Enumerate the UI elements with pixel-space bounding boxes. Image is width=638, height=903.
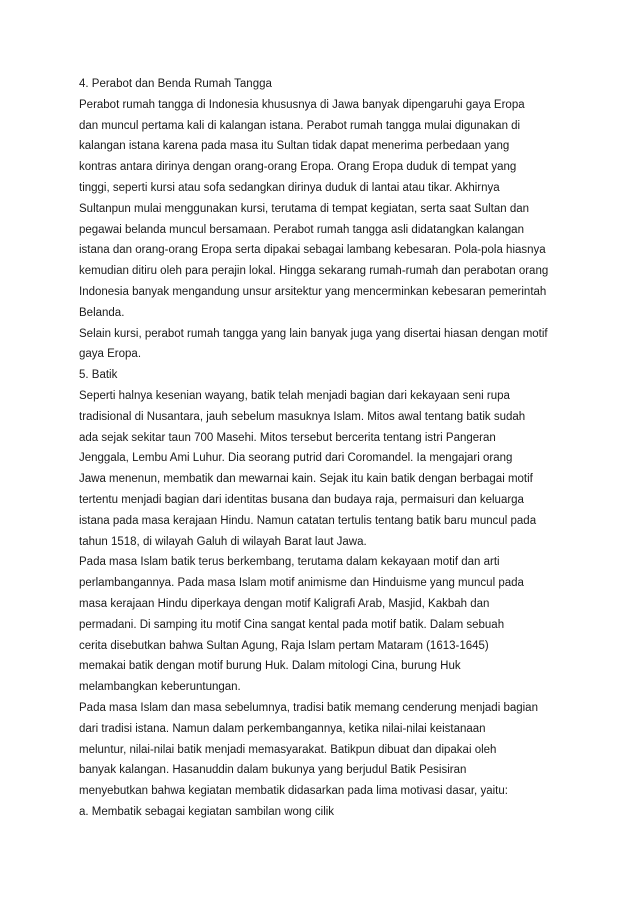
section-heading-batik: 5. Batik <box>79 369 118 382</box>
text-line: gaya Eropa. <box>79 348 142 361</box>
text-line: Selain kursi, perabot rumah tangga yang lain banyak juga yang disertai hiasan dengan motif <box>79 327 548 340</box>
text-line: banyak kalangan. Hasanuddin dalam bukunya yang berjudul Batik Pesisiran <box>79 764 467 777</box>
text-line: melambangkan keberuntungan. <box>79 681 241 694</box>
text-line: permadani. Di samping itu motif Cina sangat kental pada motif batik. Dalam sebuah <box>79 618 505 631</box>
text-line: dari tradisi istana. Namun dalam perkembangannya, ketika nilai-nilai keistanaan <box>79 722 486 735</box>
text-line: istana dan orang-orang Eropa serta dipakai sebagai lambang kebesaran. Pola-pola hiasnya <box>79 244 546 257</box>
text-line: Sultanpun mulai menggunakan kursi, terutama di tempat kegiatan, serta saat Sultan dan <box>79 202 530 215</box>
text-line: Indonesia banyak mengandung unsur arsitektur yang mencerminkan kebesaran pemerintah <box>79 285 547 298</box>
text-line: masa kerajaan Hindu diperkaya dengan motif Kaligrafi Arab, Masjid, Kakbah dan <box>79 597 490 610</box>
text-line: tinggi, seperti kursi atau sofa sedangkan dirinya duduk di lantai atau tikar. Akhirnya <box>79 181 500 194</box>
text-line: menyebutkan bahwa kegiatan membatik didasarkan pada lima motivasi dasar, yaitu: <box>79 785 508 798</box>
section-heading-perabot: 4. Perabot dan Benda Rumah Tangga <box>79 78 272 90</box>
text-line: Jenggala, Lembu Ami Luhur. Dia seorang putrid dari Coromandel. Ia mengajari orang <box>79 452 513 465</box>
text-line: istana pada masa kerajaan Hindu. Namun catatan tertulis tentang batik baru muncul pada <box>79 514 537 527</box>
text-line: Perabot rumah tangga di Indonesia khususnya di Jawa banyak dipengaruhi gaya Eropa <box>79 98 525 111</box>
text-line: tradisional di Nusantara, jauh sebelum masuknya Islam. Mitos awal tentang batik sudah <box>79 410 526 423</box>
text-line: tertentu menjadi bagian dari identitas busana dan budaya raja, permaisuri dan keluarga <box>79 493 524 506</box>
text-line: pegawai belanda muncul bersamaan. Perabot rumah tangga asli didatangkan kalangan <box>79 223 524 236</box>
text-line: kontras antara dirinya dengan orang-orang Eropa. Orang Eropa duduk di tempat yang <box>79 161 517 174</box>
text-line: perlambangannya. Pada masa Islam motif animisme dan Hinduisme yang muncul pada <box>79 577 524 590</box>
text-line: Seperti halnya kesenian wayang, batik telah menjadi bagian dari kekayaan seni rupa <box>79 389 510 402</box>
text-line: tahun 1518, di wilayah Galuh di wilayah Barat laut Jawa. <box>79 535 367 548</box>
text-line: dan muncul pertama kali di kalangan istana. Perabot rumah tangga mulai digunakan di <box>79 119 521 132</box>
text-line: kalangan istana karena pada masa itu Sultan tidak dapat menerima perbedaan yang <box>79 140 510 153</box>
document-body <box>79 74 579 823</box>
text-line: Pada masa Islam dan masa sebelumnya, tradisi batik memang cenderung menjadi bagian <box>79 701 538 714</box>
text-line: Jawa menenun, membatik dan mewarnai kain. Sejak itu kain batik dengan berbagai motif <box>79 473 533 486</box>
list-item-a: a. Membatik sebagai kegiatan sambilan wong cilik <box>79 805 335 818</box>
text-line: memakai batik dengan motif burung Huk. Dalam mitologi Cina, burung Huk <box>79 660 461 673</box>
text-line: Belanda. <box>79 306 125 319</box>
text-line: meluntur, nilai-nilai batik menjadi memasyarakat. Batikpun dibuat dan dipakai oleh <box>79 743 497 756</box>
text-line: kemudian ditiru oleh para perajin lokal. Hingga sekarang rumah-rumah dan perabotan orang <box>79 265 549 278</box>
text-line: ada sejak sekitar taun 700 Masehi. Mitos tersebut bercerita tentang istri Pangeran <box>79 431 496 444</box>
text-line: cerita disebutkan bahwa Sultan Agung, Raja Islam pertam Mataram (1613-1645) <box>79 639 489 652</box>
text-line: Pada masa Islam batik terus berkembang, terutama dalam kekayaan motif dan arti <box>79 556 500 569</box>
